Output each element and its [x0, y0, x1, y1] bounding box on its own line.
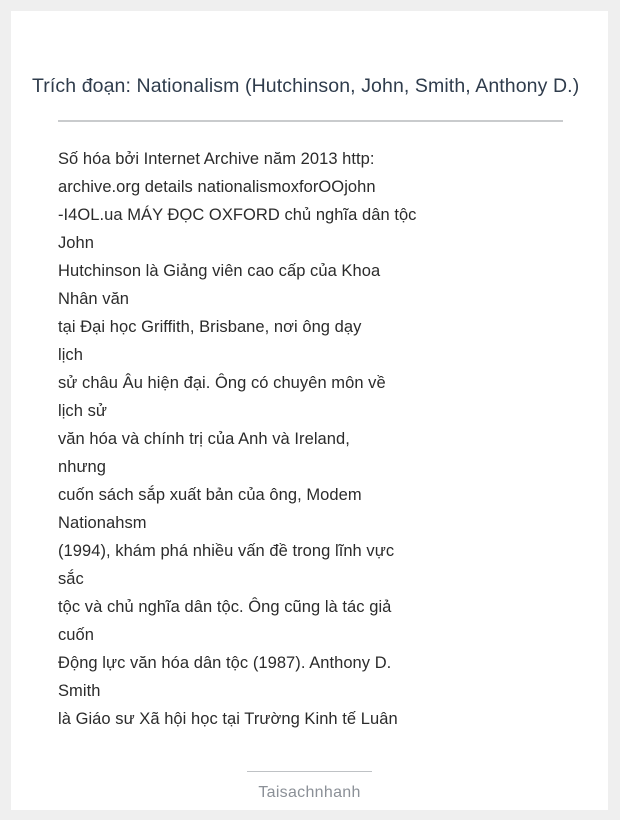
excerpt-line: archive.org details nationalismoxforOOjohn: [58, 178, 376, 196]
excerpt-line: văn hóa và chính trị của Anh và Ireland,: [58, 430, 350, 448]
excerpt-line: tại Đại học Griffith, Brisbane, nơi ông dạy: [58, 318, 362, 336]
footer-divider: [247, 771, 372, 772]
excerpt-line: cuốn: [58, 626, 94, 644]
page-title: Trích đoạn: Nationalism (Hutchinson, John, Smith, Anthony D.): [32, 75, 580, 97]
excerpt-card: [11, 11, 608, 810]
footer: [11, 771, 608, 804]
excerpt-line: Động lực văn hóa dân tộc (1987). Anthony D.: [58, 654, 392, 672]
excerpt-line: Nationahsm: [58, 514, 147, 532]
excerpt-line: Số hóa bởi Internet Archive năm 2013 http:: [58, 150, 375, 168]
excerpt-line: -I4OL.ua MÁY ĐỌC OXFORD chủ nghĩa dân tộc: [58, 206, 417, 224]
excerpt-line: sắc: [58, 570, 84, 588]
title-divider: [58, 120, 563, 122]
footer-brand-label: Taisachnhanh: [258, 784, 361, 801]
excerpt-line: cuốn sách sắp xuất bản của ông, Modem: [58, 486, 362, 504]
excerpt-line: lịch: [58, 346, 83, 364]
excerpt-line: nhưng: [58, 458, 107, 476]
excerpt-line: Hutchinson là Giảng viên cao cấp của Khoa: [58, 262, 381, 280]
excerpt-line: Nhân văn: [58, 290, 130, 308]
excerpt-body: [58, 145, 578, 733]
excerpt-line: sử châu Âu hiện đại. Ông có chuyên môn về: [58, 374, 386, 392]
excerpt-line: tộc và chủ nghĩa dân tộc. Ông cũng là tác giả: [58, 598, 392, 616]
excerpt-line: Smith: [58, 682, 101, 700]
excerpt-line: (1994), khám phá nhiều vấn đề trong lĩnh vực: [58, 542, 395, 560]
excerpt-line: lịch sử: [58, 402, 107, 420]
excerpt-line: John: [58, 234, 94, 252]
excerpt-line: là Giáo sư Xã hội học tại Trường Kinh tế Luân: [58, 710, 398, 728]
